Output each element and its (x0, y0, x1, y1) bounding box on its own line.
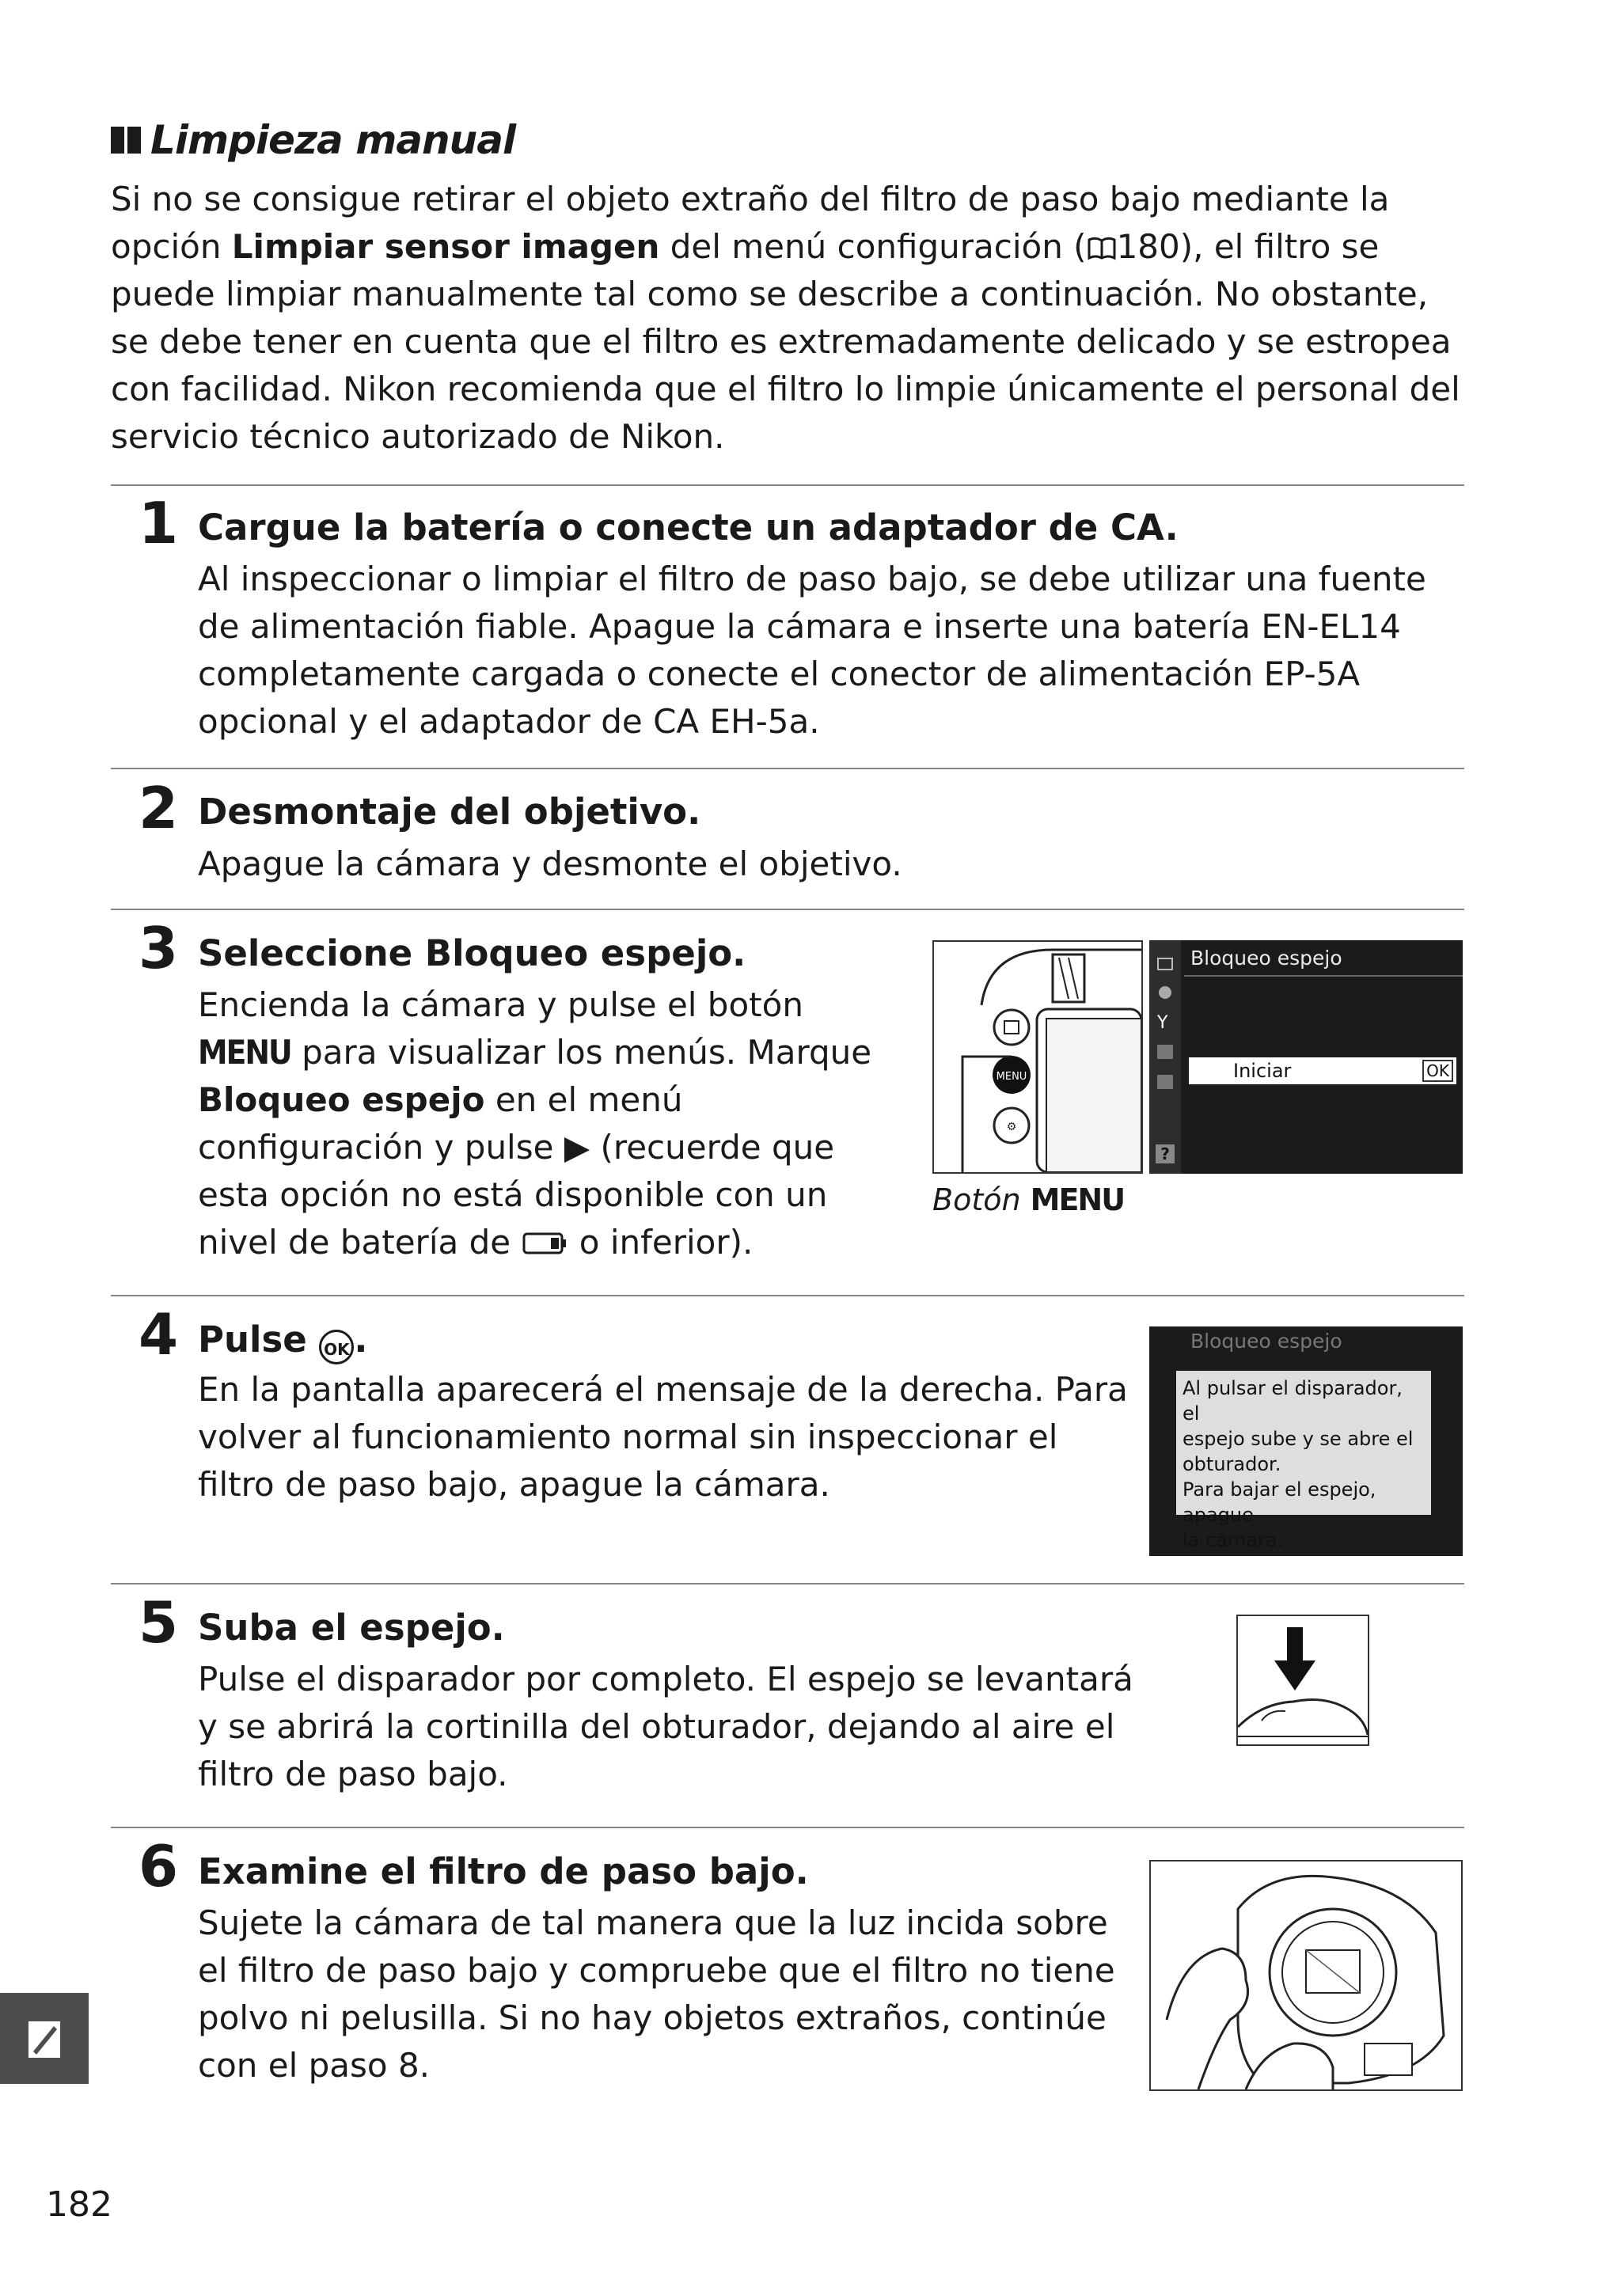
lcd-title: Bloqueo espejo (1190, 1330, 1342, 1353)
step-number: 5 (139, 1589, 179, 1656)
book-reference-icon (1087, 236, 1117, 261)
lcd-title: Bloqueo espejo (1190, 947, 1342, 970)
help-icon: ? (1156, 1144, 1175, 1163)
step-heading: Pulse OK . (198, 1319, 368, 1364)
step-number: 1 (139, 490, 179, 556)
lcd-menu-screen (1149, 940, 1463, 1174)
lcd-menu-tabs (1149, 940, 1181, 1174)
retouch-tab-icon (1157, 1045, 1173, 1059)
divider (111, 768, 1464, 769)
lcd-message-screen (1149, 1326, 1463, 1556)
step-number: 4 (139, 1301, 179, 1368)
step-heading: Seleccione Bloqueo espejo. (198, 932, 746, 974)
step-heading: Cargue la batería o conecte un adaptador de CA. (198, 507, 1179, 548)
section-title-text: Limpieza manual (150, 117, 516, 163)
shutter-press-illustration (1236, 1615, 1369, 1746)
lcd-dialog: Al pulsar el disparador, el espejo sube y se abre el obturador. Para bajar el espejo, apague la cámara. (1176, 1371, 1431, 1515)
lcd-highlight-row (1189, 1057, 1456, 1084)
recent-settings-tab-icon (1157, 1075, 1173, 1089)
camera-back-illustration (932, 940, 1143, 1174)
step-number: 6 (139, 1833, 179, 1899)
camera-sensor-inspection-illustration (1149, 1860, 1463, 2091)
step-body: Al inspeccionar o limpiar el filtro de paso bajo, se debe utilizar una fuente de alimentación fiable. Apague la cámara e inserte una batería EN-EL14 completamente cargada o conecte el conector de alimentación EP-5A opcional y el adaptador de CA EH-5a. (198, 560, 1426, 741)
divider (111, 484, 1464, 486)
technical-notes-icon (0, 1993, 89, 2084)
playback-tab-icon (1157, 958, 1173, 970)
chapter-tab (0, 1993, 89, 2084)
lcd-title-underline (1184, 975, 1463, 977)
wrench-icon: Y (1157, 1013, 1168, 1033)
divider (111, 1295, 1464, 1296)
section-marker-icon (111, 125, 142, 155)
lcd-item-label: Iniciar (1233, 1060, 1292, 1082)
ok-icon: OK (1422, 1060, 1453, 1082)
figure-caption: Botón MENU (932, 1182, 1125, 1217)
step-body: Sujete la cámara de tal manera que la luz incida sobre el filtro de paso bajo y compruebe que el filtro no tiene polvo ni pelusilla. Si no hay objetos extraños, continúe con el paso 8. (198, 1903, 1115, 2085)
divider (111, 1827, 1464, 1828)
step-body: Pulse el disparador por completo. El espejo se levantará y se abrirá la cortinilla del obturador, dejando al aire el filtro de paso bajo. (198, 1660, 1133, 1793)
svg-text:MENU: MENU (996, 1071, 1027, 1083)
ok-button-icon: OK (319, 1330, 354, 1364)
step-body: Apague la cámara y desmonte el objetivo. (198, 844, 902, 883)
step-body: En la pantalla aparecerá el mensaje de la derecha. Para volver al funcionamiento normal sin inspeccionar el filtro de paso bajo, apague la cámara. (198, 1370, 1128, 1504)
step-heading: Suba el espejo. (198, 1607, 505, 1649)
section-title (111, 117, 515, 163)
shooting-tab-icon (1159, 986, 1171, 999)
intro-paragraph: Si no se consigue retirar el objeto extraño del filtro de paso bajo mediante la opción Limpiar sensor imagen del menú configuración ( 180), el filtro se puede limpiar manualmente tal como se describe a continuación. No obstante, se debe tener en cuenta que el filtro es extremadamente delicado y se estropea con facilidad. Nikon recomienda que el filtro lo limpie únicamente el personal del servicio técnico autorizado de Nikon. (111, 180, 1460, 456)
battery-low-icon (521, 1231, 568, 1255)
svg-text:⚙: ⚙ (1006, 1121, 1017, 1133)
divider (111, 909, 1464, 910)
divider (111, 1583, 1464, 1584)
menu-button-label: MENU (198, 1033, 291, 1072)
page-number: 182 (46, 2184, 112, 2225)
step-body: Encienda la cámara y pulse el botón MENU para visualizar los menús. Marque Bloqueo espejo en el menú configuración y pulse ▶ (recuerde que esta opción no está disponible con un nivel de batería de o inferior). (198, 985, 872, 1262)
step-number: 3 (139, 915, 179, 981)
step-heading: Examine el filtro de paso bajo. (198, 1850, 809, 1892)
step-number: 2 (139, 775, 179, 841)
step-heading: Desmontaje del objetivo. (198, 791, 701, 833)
